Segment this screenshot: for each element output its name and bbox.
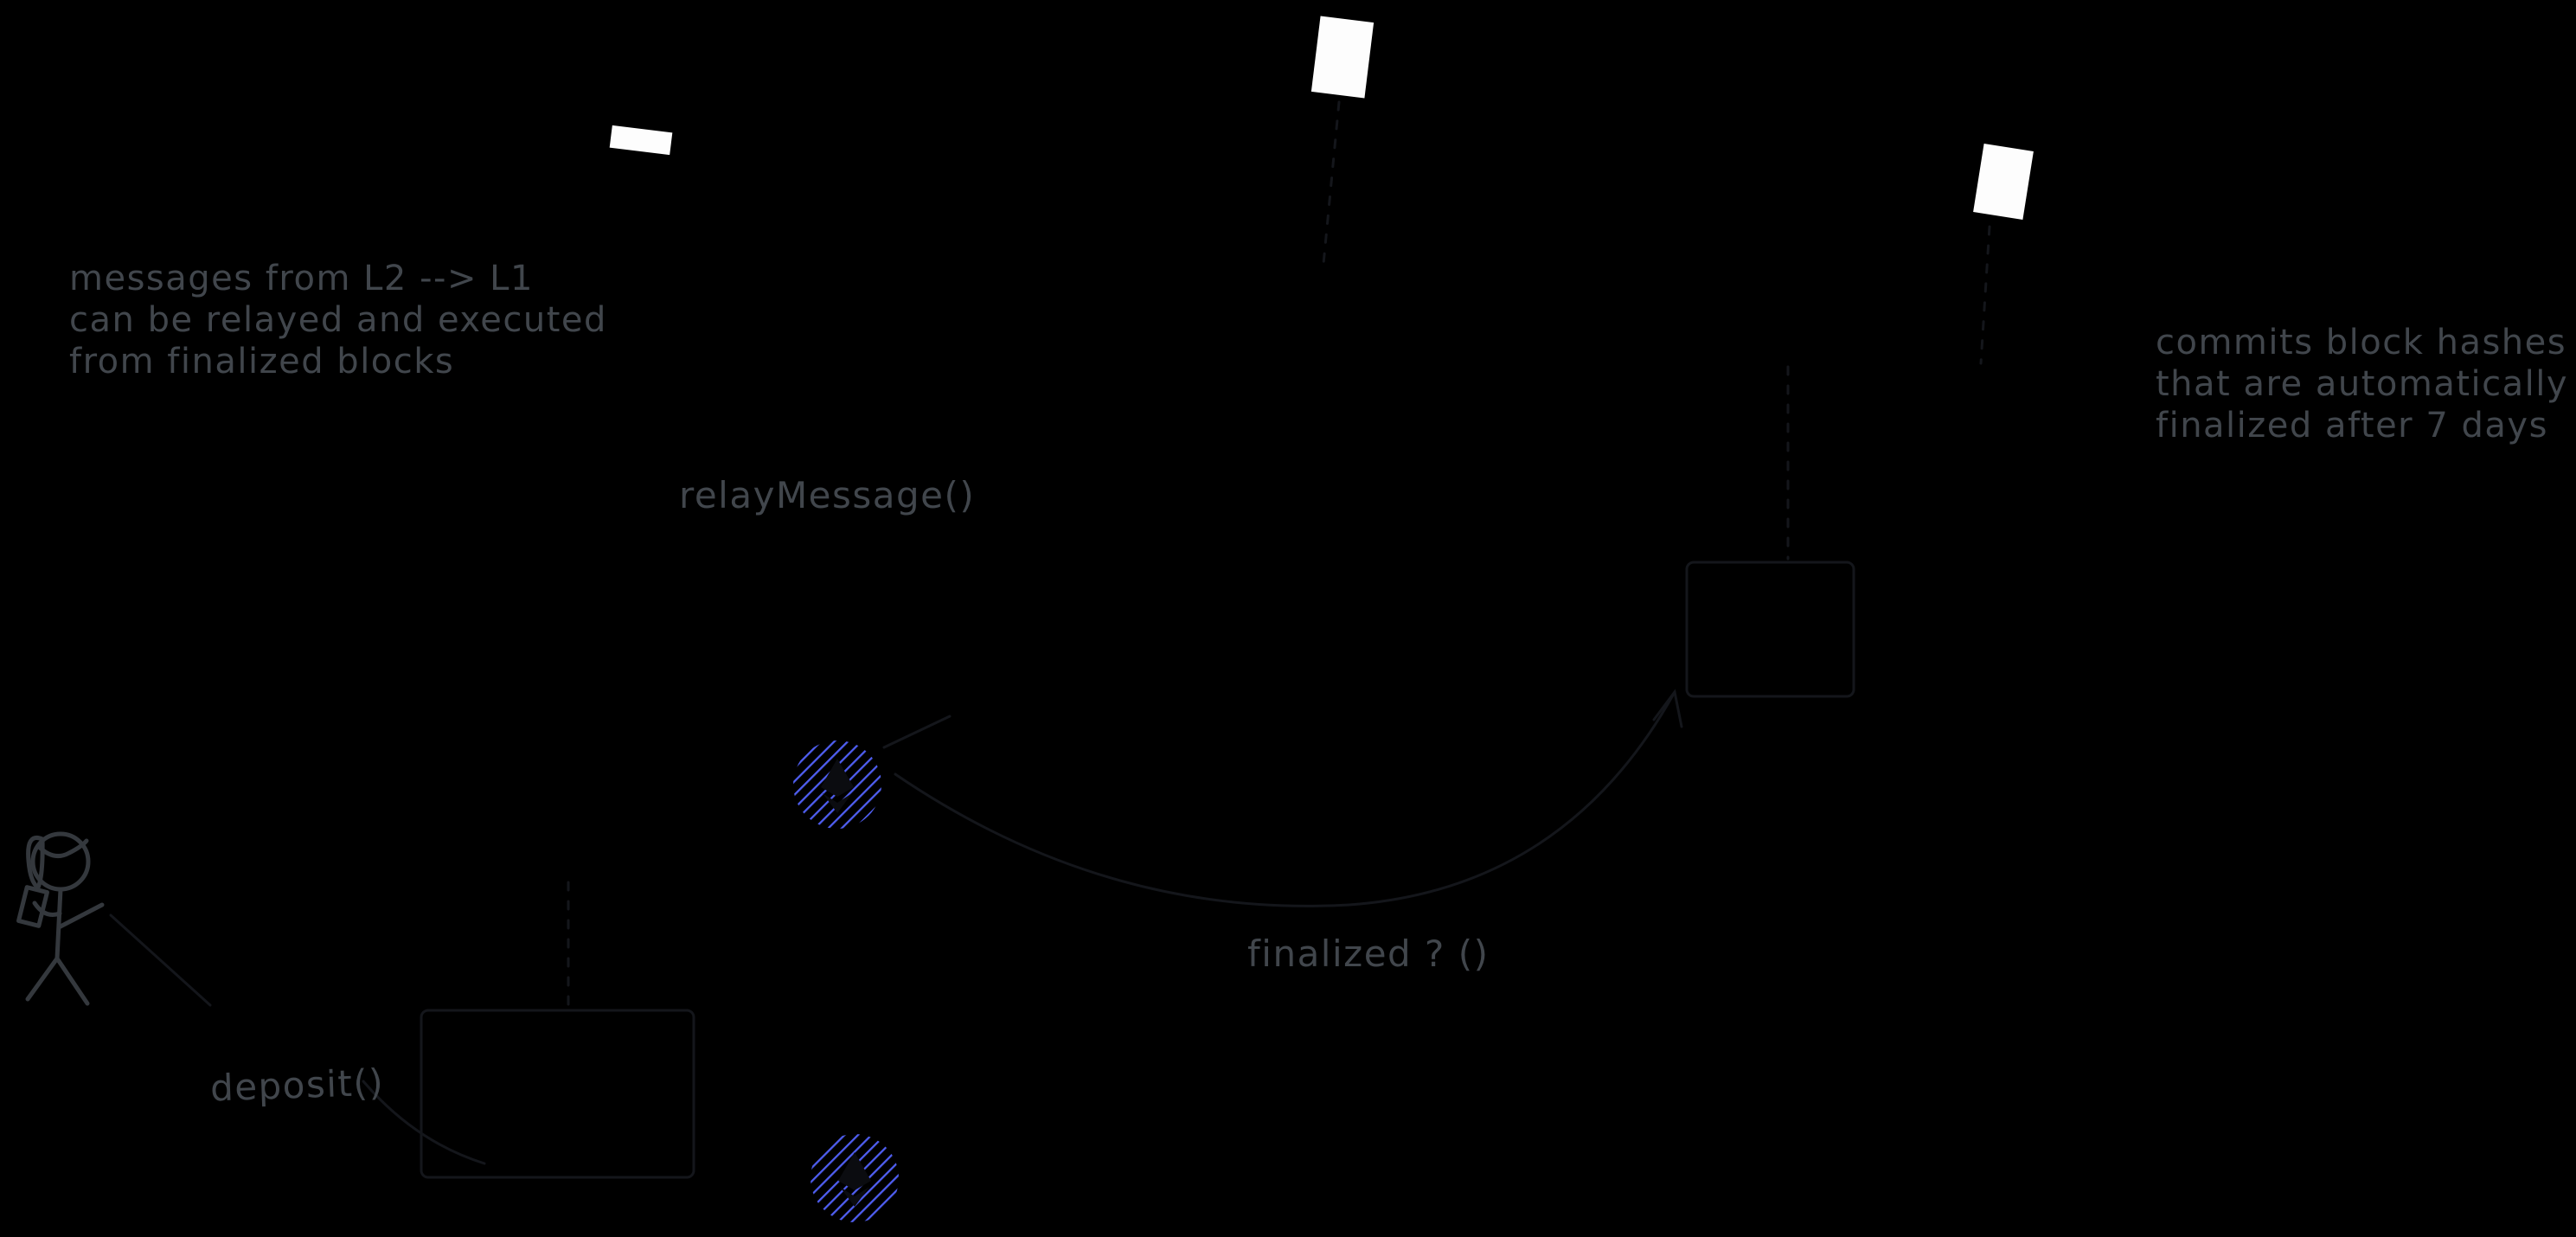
dashed-connector-line [1981,227,1990,363]
paper-icon-partial-strip [610,125,673,155]
note-line: finalized after 7 days [2156,406,2548,445]
note-line: can be relayed and executed [69,300,607,340]
stick-figure-left-arm [35,903,60,915]
deposit-label: deposit() [209,1061,385,1110]
bridge-box-outline [421,1010,694,1177]
dashed-connector-line [1323,102,1339,264]
note-line: commits block hashes [2156,323,2567,362]
block-hash-finalization-note [2156,322,2568,446]
user-deposit-arrow [111,915,210,1005]
eth-token-icon-l2 [793,740,881,829]
eth-token-icon-l1 [811,1134,899,1222]
note-line: messages from L2 --> L1 [69,259,534,298]
paper-icon-top-center [1311,16,1374,99]
note-line: from finalized blocks [69,342,455,381]
stick-figure-right-arm [59,905,102,927]
finalized-check-label: finalized ? () [1247,933,1490,975]
paper-sheets [610,16,2034,220]
phone-icon [19,888,48,926]
finality-box-outline [1687,562,1854,696]
finalized-query-arrow [895,692,1675,906]
note-line: that are automatically [2156,364,2569,404]
relay-message-label: relayMessage() [679,474,976,516]
l2-to-l1-message-note [69,258,607,382]
stick-figure-right-leg [57,958,87,1003]
stick-figure-left-leg [28,958,57,999]
paper-icon-top-right [1973,144,2034,220]
stick-figure-user-icon [19,834,102,1003]
stray-stroke [884,716,950,747]
stick-figure-body [57,889,61,958]
stick-figure-ponytail [29,837,43,888]
